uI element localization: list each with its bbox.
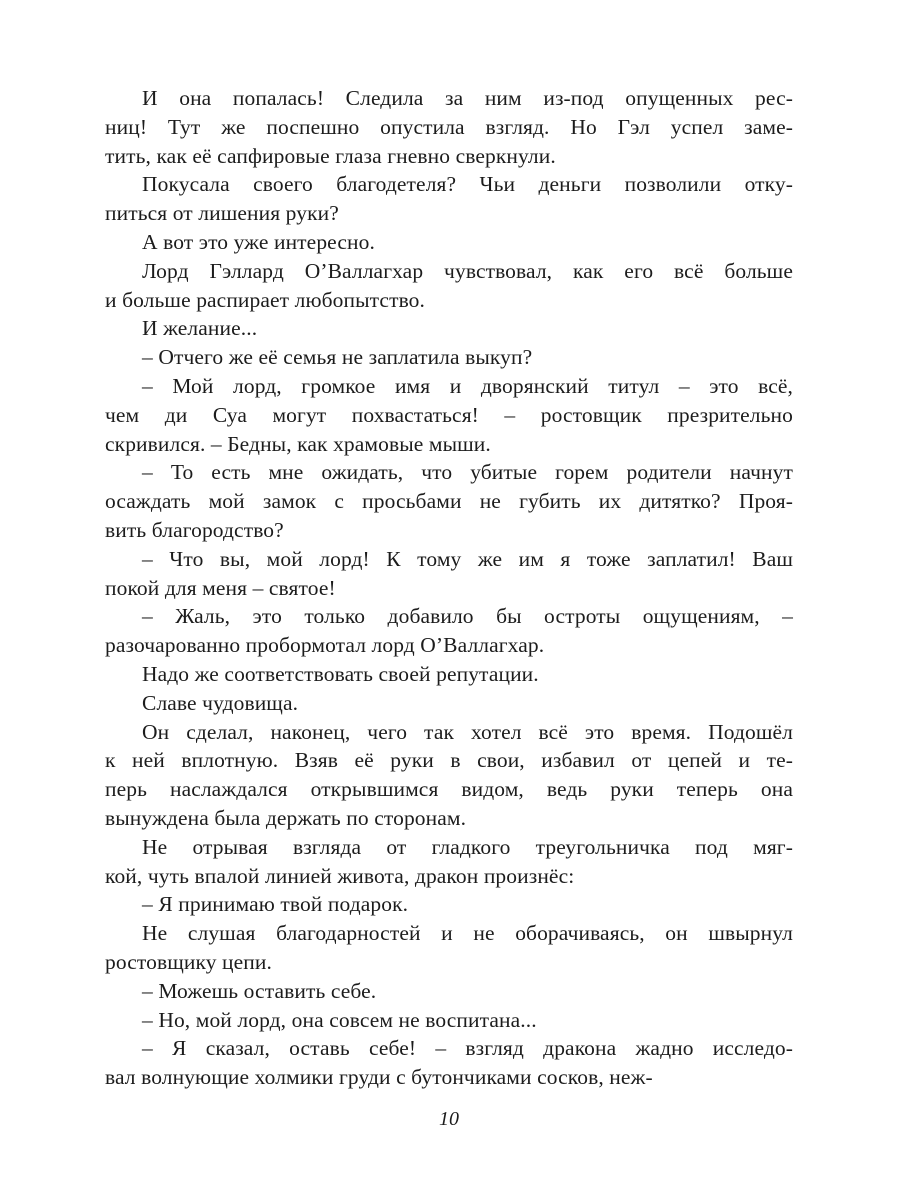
- text-line: ниц! Тут же поспешно опустила взгляд. Но Гэл успел заме-: [105, 114, 793, 139]
- paragraph: [105, 343, 793, 372]
- text-line: – Отчего же её семья не заплатила выкуп?: [142, 345, 533, 370]
- text-line: Лорд Гэллард О’Валлагхар чувствовал, как его всё больше: [142, 258, 793, 283]
- text-line: тить, как её сапфировые глаза гневно сверкнули.: [105, 143, 556, 168]
- paragraph: [105, 1034, 793, 1092]
- text-line: питься от лишения руки?: [105, 201, 339, 226]
- text-line: – Я принимаю твой подарок.: [142, 892, 409, 917]
- text-line: А вот это уже интересно.: [142, 229, 375, 254]
- text-line: перь наслаждался открывшимся видом, ведь руки теперь она: [105, 777, 793, 802]
- paragraph: [105, 257, 793, 315]
- paragraph: [105, 689, 793, 718]
- paragraph: [105, 660, 793, 689]
- text-line: скривился. – Бедны, как храмовые мыши.: [105, 431, 491, 456]
- paragraph: [105, 372, 793, 458]
- text-line: ростовщику цепи.: [105, 949, 272, 974]
- text-line: Не слушая благодарностей и не оборачиваясь, он швырнул: [142, 921, 793, 946]
- text-line: Славе чудовища.: [142, 690, 299, 715]
- paragraph: [105, 919, 793, 977]
- paragraph: [105, 545, 793, 603]
- paragraph: [105, 833, 793, 919]
- page-number: 10: [439, 1108, 459, 1130]
- paragraph: [105, 977, 793, 1006]
- text-line: – Я сказал, оставь себе! – взгляд дракона жадно исследо-: [142, 1036, 793, 1061]
- text-line: к ней вплотную. Взяв её руки в свои, избавил от цепей и те-: [105, 748, 793, 773]
- paragraph: [105, 84, 793, 170]
- text-line: – Но, мой лорд, она совсем не воспитана...: [142, 1007, 537, 1032]
- paragraph: [105, 228, 793, 257]
- text-line: вить благородство?: [105, 517, 284, 542]
- text-content: [105, 84, 793, 1092]
- paragraph: [105, 314, 793, 343]
- text-line: – То есть мне ожидать, что убитые горем родители начнут: [142, 460, 793, 485]
- text-line: Надо же соответствовать своей репутации.: [142, 661, 539, 686]
- paragraph: [105, 458, 793, 544]
- text-line: чем ди Суа могут похвастаться! – ростовщик презрительно: [105, 402, 793, 427]
- text-line: – Мой лорд, громкое имя и дворянский титул – это всё,: [142, 373, 793, 398]
- text-line: Не отрывая взгляда от гладкого треугольничка под мяг-: [142, 834, 793, 859]
- text-line: разочарованно пробормотал лорд О’Валлагхар.: [105, 633, 545, 658]
- text-line: осаждать мой замок с просьбами не губить их дитятко? Проя-: [105, 489, 793, 514]
- paragraph: [105, 602, 793, 660]
- text-line: – Жаль, это только добавило бы остроты ощущениям, –: [142, 604, 793, 629]
- paragraph: [105, 170, 793, 228]
- text-line: Он сделал, наконец, чего так хотел всё это время. Подошёл: [142, 719, 793, 744]
- paragraph: [105, 718, 793, 833]
- text-line: кой, чуть впалой линией живота, дракон произнёс:: [105, 863, 575, 888]
- text-line: И она попалась! Следила за ним из-под опущенных рес-: [142, 86, 793, 110]
- text-line: вал волнующие холмики груди с бутончиками сосков, неж-: [105, 1065, 653, 1090]
- paragraph: [105, 1006, 793, 1035]
- text-line: – Можешь оставить себе.: [142, 978, 377, 1003]
- text-line: и больше распирает любопытство.: [105, 287, 426, 312]
- text-line: покой для меня – святое!: [105, 575, 336, 600]
- text-line: – Что вы, мой лорд! К тому же им я тоже заплатил! Ваш: [142, 546, 793, 571]
- text-line: И желание...: [142, 316, 258, 341]
- text-line: вынуждена была держать по сторонам.: [105, 805, 467, 830]
- text-line: Покусала своего благодетеля? Чьи деньги позволили отку-: [142, 172, 793, 197]
